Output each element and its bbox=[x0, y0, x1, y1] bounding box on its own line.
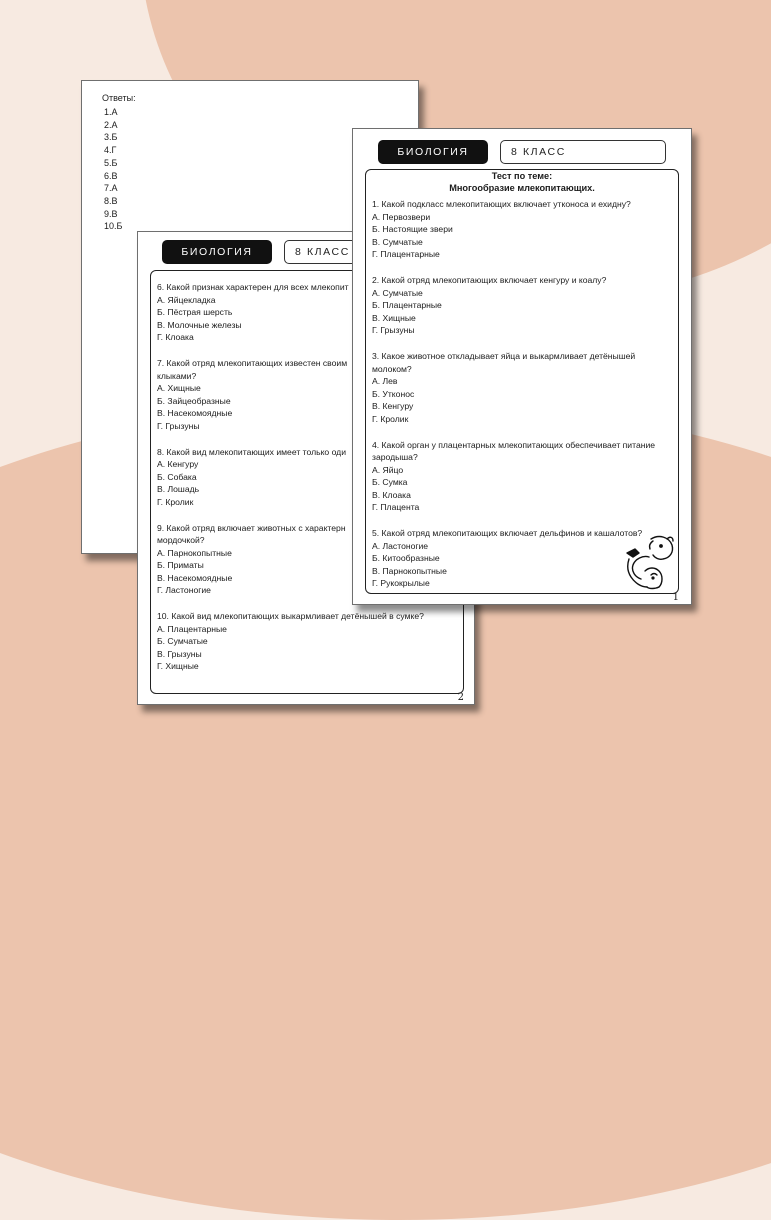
question bbox=[372, 274, 672, 337]
answer-option: Б. Утконос bbox=[372, 388, 415, 399]
question-text: 1. Какой подкласс млекопитающих включает утконоса и ехидну? bbox=[372, 199, 631, 209]
question-text: 6. Какой признак характерен для всех млекопит bbox=[157, 282, 349, 292]
answer-option: Б. Собака bbox=[157, 471, 197, 482]
answer-option: Г. Клоака bbox=[157, 332, 194, 343]
answer-option: В. Молочные железы bbox=[157, 319, 242, 330]
test-title bbox=[366, 171, 678, 194]
subject-tag: БИОЛОГИЯ bbox=[378, 140, 488, 164]
question-text: 7. Какой отряд млекопитающих известен своим bbox=[157, 357, 348, 368]
grade-tag: 8 КЛАСС bbox=[284, 240, 464, 264]
answer-item: 3.Б bbox=[104, 132, 118, 143]
answer-item: 4.Г bbox=[104, 145, 117, 156]
answer-option: А. Ластоногие bbox=[372, 540, 429, 551]
answer-option: Б. Сумка bbox=[372, 477, 408, 488]
answer-option: Б. Плацентарные bbox=[372, 300, 442, 311]
answer-option: Г. Плацентарные bbox=[372, 249, 440, 260]
question-text: 2. Какой отряд млекопитающих включает кенгуру и коалу? bbox=[372, 274, 607, 285]
question bbox=[157, 610, 457, 673]
answer-item: 7.А bbox=[104, 183, 118, 194]
question-text: 9. Какой отряд включает животных с характерн bbox=[157, 522, 346, 533]
answer-option: А. Яйцо bbox=[372, 464, 404, 475]
answer-option: А. Первозвери bbox=[372, 211, 431, 222]
answer-option: В. Лошадь bbox=[157, 484, 200, 495]
answer-option: Г. Грызуны bbox=[372, 325, 415, 336]
question-text: 8. Какой вид млекопитающих имеет только оди bbox=[157, 446, 346, 457]
answer-option: Г. Рукокрылые bbox=[372, 578, 430, 589]
answer-item: 8.В bbox=[104, 195, 118, 206]
answer-option: Б. Китообразные bbox=[372, 553, 440, 564]
answer-option: А. Плацентарные bbox=[157, 623, 227, 634]
question-text: 4. Какой орган у плацентарных млекопитающих обеспечивает питание зародыша? bbox=[372, 439, 656, 463]
question bbox=[372, 350, 672, 426]
answer-option: Г. Грызуны bbox=[157, 420, 200, 431]
question-text: 10. Какой вид млекопитающих выкармливает детёнышей в сумке? bbox=[157, 611, 424, 622]
answer-option: Б. Пёстрая шерсть bbox=[157, 307, 233, 318]
answer-option: Б. Зайцеобразные bbox=[157, 395, 231, 406]
answer-option: Г. Кролик bbox=[372, 413, 409, 424]
answer-option: В. Хищные bbox=[372, 312, 416, 323]
question-text-continued: клыками? bbox=[157, 370, 197, 381]
answer-option: Б. Настоящие звери bbox=[372, 224, 453, 235]
answer-item: 6.В bbox=[104, 170, 118, 181]
page-number: 1 bbox=[672, 592, 679, 603]
answer-option: В. Сумчатые bbox=[372, 236, 423, 247]
answer-option: В. Кенгуру bbox=[372, 401, 414, 412]
answer-option: Б. Сумчатые bbox=[157, 636, 208, 647]
answer-option: А. Лев bbox=[372, 376, 398, 387]
question-text-continued: мордочкой? bbox=[157, 535, 205, 546]
answer-option: А. Хищные bbox=[157, 383, 201, 394]
answer-option: Г. Плацента bbox=[372, 502, 420, 513]
answer-item: 10.Б bbox=[104, 221, 123, 232]
test-title-line2: Многообразие млекопитающих. bbox=[449, 182, 595, 193]
answer-item: 2.А bbox=[104, 119, 118, 130]
answer-option: В. Насекомоядные bbox=[157, 572, 233, 583]
answer-option: А. Сумчатые bbox=[372, 287, 423, 298]
answer-item: 1.А bbox=[104, 107, 118, 117]
answer-option: В. Клоака bbox=[372, 489, 411, 500]
answer-item: 5.Б bbox=[104, 157, 118, 168]
answers-list bbox=[104, 106, 122, 233]
test-page-1 bbox=[352, 128, 692, 605]
answer-option: А. Парнокопытные bbox=[157, 547, 232, 558]
question bbox=[372, 198, 672, 261]
answer-option: Г. Хищные bbox=[157, 661, 199, 672]
mammals-illustration-icon bbox=[615, 531, 677, 593]
question bbox=[372, 439, 672, 515]
test-title-line1: Тест по теме: bbox=[491, 171, 553, 181]
grade-tag: 8 КЛАСС bbox=[500, 140, 666, 164]
question-text: 5. Какой отряд млекопитающих включает дельфинов и кашалотов? bbox=[372, 528, 643, 539]
answer-option: Б. Приматы bbox=[157, 560, 204, 571]
answer-option: Г. Кролик bbox=[157, 496, 194, 507]
answers-title: Ответы: bbox=[102, 93, 136, 103]
answer-option: Г. Ластоногие bbox=[157, 585, 211, 596]
answer-option: В. Насекомоядные bbox=[157, 408, 233, 419]
answer-option: В. Грызуны bbox=[157, 648, 202, 659]
answer-item: 9.В bbox=[104, 208, 118, 219]
question-text: 3. Какое животное откладывает яйца и выкармливает детёнышей молоком? bbox=[372, 350, 636, 374]
subject-tag: БИОЛОГИЯ bbox=[162, 240, 272, 264]
answer-option: А. Яйцекладка bbox=[157, 294, 216, 305]
answer-option: А. Кенгуру bbox=[157, 459, 199, 470]
page-number: 2 bbox=[457, 692, 464, 703]
answer-option: В. Парнокопытные bbox=[372, 565, 447, 576]
